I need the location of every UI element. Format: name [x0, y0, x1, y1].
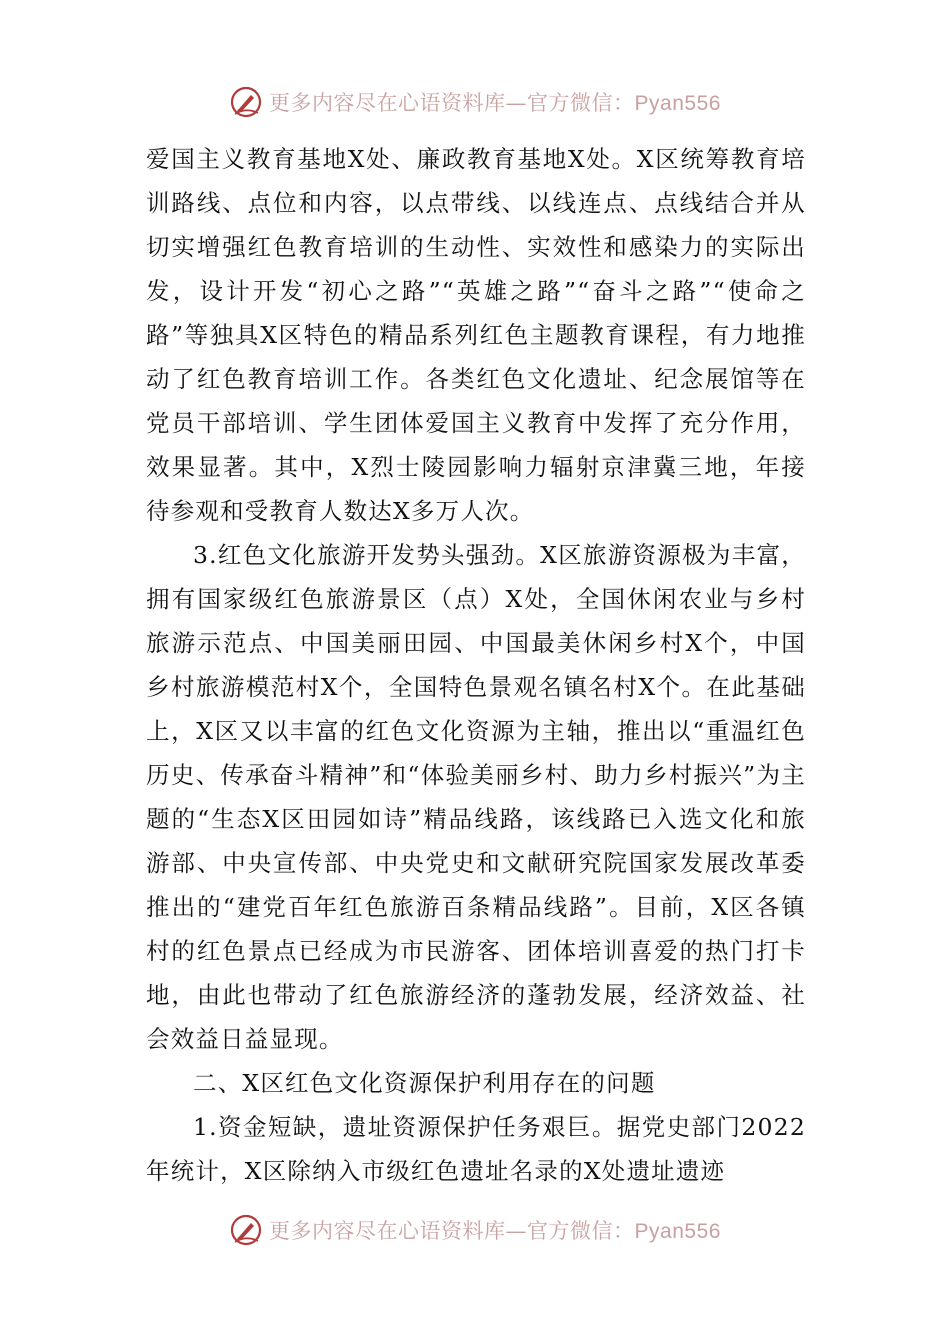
paragraph-3: 1.资金短缺，遗址资源保护任务艰巨。据党史部门2022年统计，X区除纳入市级红色遗址名录的X处遗址遗迹	[146, 1113, 806, 1185]
watermark-label: 更多内容尽在心语资料库—官方微信：	[269, 91, 635, 115]
section-heading: 二、X区红色文化资源保护利用存在的问题	[193, 1069, 656, 1097]
watermark-wechat-id: Pyan556	[634, 1220, 721, 1243]
pen-seal-logo-icon	[229, 85, 263, 119]
paragraph-2: 3.红色文化旅游开发势头强劲。X区旅游资源极为丰富，拥有国家级红色旅游景区（点）X处，全国休闲农业与乡村旅游示范点、中国美丽田园、中国最美休闲乡村X个，中国乡村旅游模范村X个，全国特色景观名镇名村X个。在此基础上，X区又以丰富的红色文化资源为主轴，推出以“重温红色历史、传承奋斗精神”和“体验美丽乡村、助力乡村振兴”为主题的“生态X区田园如诗”精品线路，该线路已入选文化和旅游部、中央宣传部、中央党史和文献研究院国家发展改革委推出的“建党百年红色旅游百条精品线路”。目前，X区各镇村的红色景点已经成为市民游客、团体培训喜爱的热门打卡地，由此也带动了红色旅游经济的蓬勃发展，经济效益、社会效益日益显现。	[146, 541, 806, 1053]
watermark-text	[269, 1215, 721, 1245]
pen-seal-logo-icon	[229, 1213, 263, 1247]
watermark-text	[269, 87, 721, 117]
watermark-wechat-id: Pyan556	[634, 92, 721, 115]
watermark-label: 更多内容尽在心语资料库—官方微信：	[269, 1219, 635, 1243]
document-body	[146, 137, 806, 1193]
paragraph-1: 爱国主义教育基地X处、廉政教育基地X处。X区统筹教育培训路线、点位和内容，以点带线、以线连点、点线结合并从切实增强红色教育培训的生动性、实效性和感染力的实际出发，设计开发“初心之路”“英雄之路”“奋斗之路”“使命之路”等独具X区特色的精品系列红色主题教育课程，有力地推动了红色教育培训工作。各类红色文化遗址、纪念展馆等在党员干部培训、学生团体爱国主义教育中发挥了充分作用，效果显著。其中，X烈士陵园影响力辐射京津冀三地，年接待参观和受教育人数达X多万人次。	[146, 145, 806, 525]
footer-watermark	[0, 1210, 950, 1250]
header-watermark	[0, 82, 950, 122]
